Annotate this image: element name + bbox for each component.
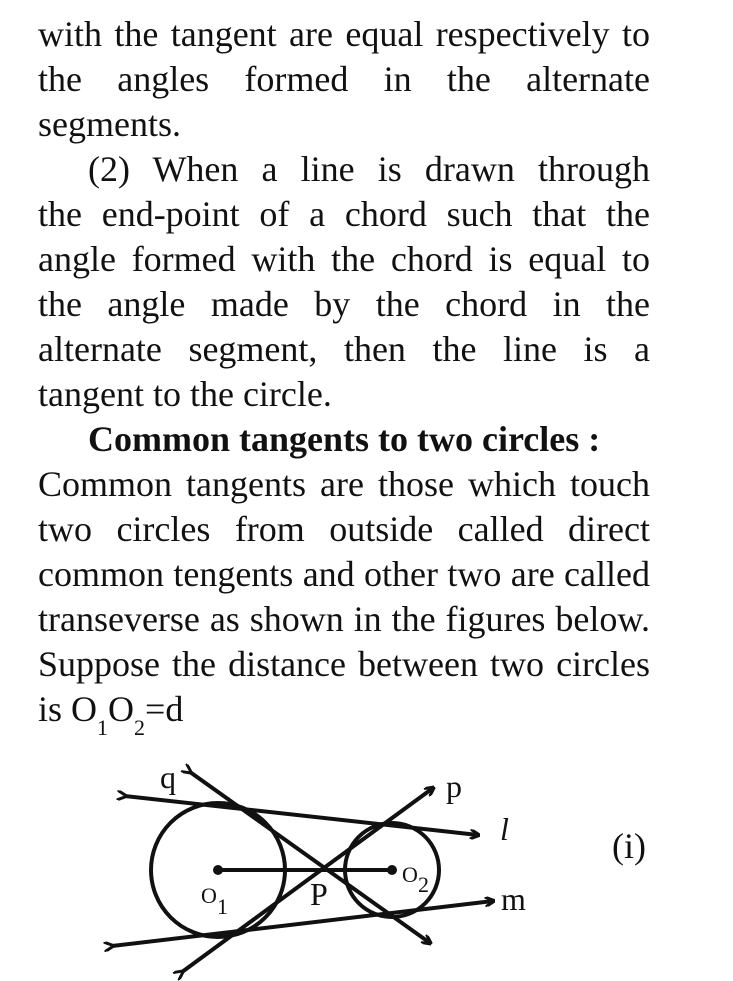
- formula-suffix: =d: [145, 689, 184, 729]
- label-q: q: [160, 759, 176, 795]
- common-tangents-figure: [0, 755, 733, 981]
- text-line: segments.: [38, 104, 181, 144]
- formula-mid: O: [108, 689, 135, 729]
- text-line: Common tangents are those which touch: [38, 464, 650, 504]
- text-line: the angles formed in the alternate: [38, 59, 650, 99]
- tangent-m: [112, 901, 493, 946]
- text-line: alternate segment, then the line is a: [38, 329, 650, 369]
- figure-number: (i): [612, 826, 646, 866]
- label-o1-sub: 1: [217, 894, 228, 919]
- label-o2: O: [402, 862, 418, 887]
- text-line: Suppose the distance between two circles: [38, 644, 650, 684]
- formula-prefix: is O: [38, 689, 98, 729]
- label-o1: O: [201, 883, 217, 908]
- text-line: (2) When a line is drawn through: [88, 149, 650, 189]
- text-line: tangent to the circle.: [38, 374, 332, 414]
- formula-sub2: 2: [134, 715, 146, 740]
- centre-o2-dot: [387, 865, 397, 875]
- text-line: with the tangent are equal respectively to: [38, 14, 650, 54]
- text-line: two circles from outside called direct: [38, 509, 650, 549]
- text-line: angle formed with the chord is equal to: [38, 239, 650, 279]
- section-heading: Common tangents to two circles :: [88, 419, 601, 459]
- text-line: transeverse as shown in the figures below.: [38, 599, 650, 639]
- label-p: p: [446, 768, 462, 804]
- formula-line: [38, 687, 650, 740]
- centre-o1-dot: [213, 865, 223, 875]
- label-l: l: [500, 811, 509, 847]
- formula-sub1: 1: [97, 715, 109, 740]
- label-o2-sub: 2: [418, 872, 429, 897]
- text-line: the end-point of a chord such that the: [38, 194, 650, 234]
- text-line: common tengents and other two are called: [38, 554, 650, 594]
- label-m: m: [501, 881, 526, 917]
- text-line: the angle made by the chord in the: [38, 284, 650, 324]
- page-text: [38, 12, 650, 740]
- label-P: P: [310, 876, 328, 912]
